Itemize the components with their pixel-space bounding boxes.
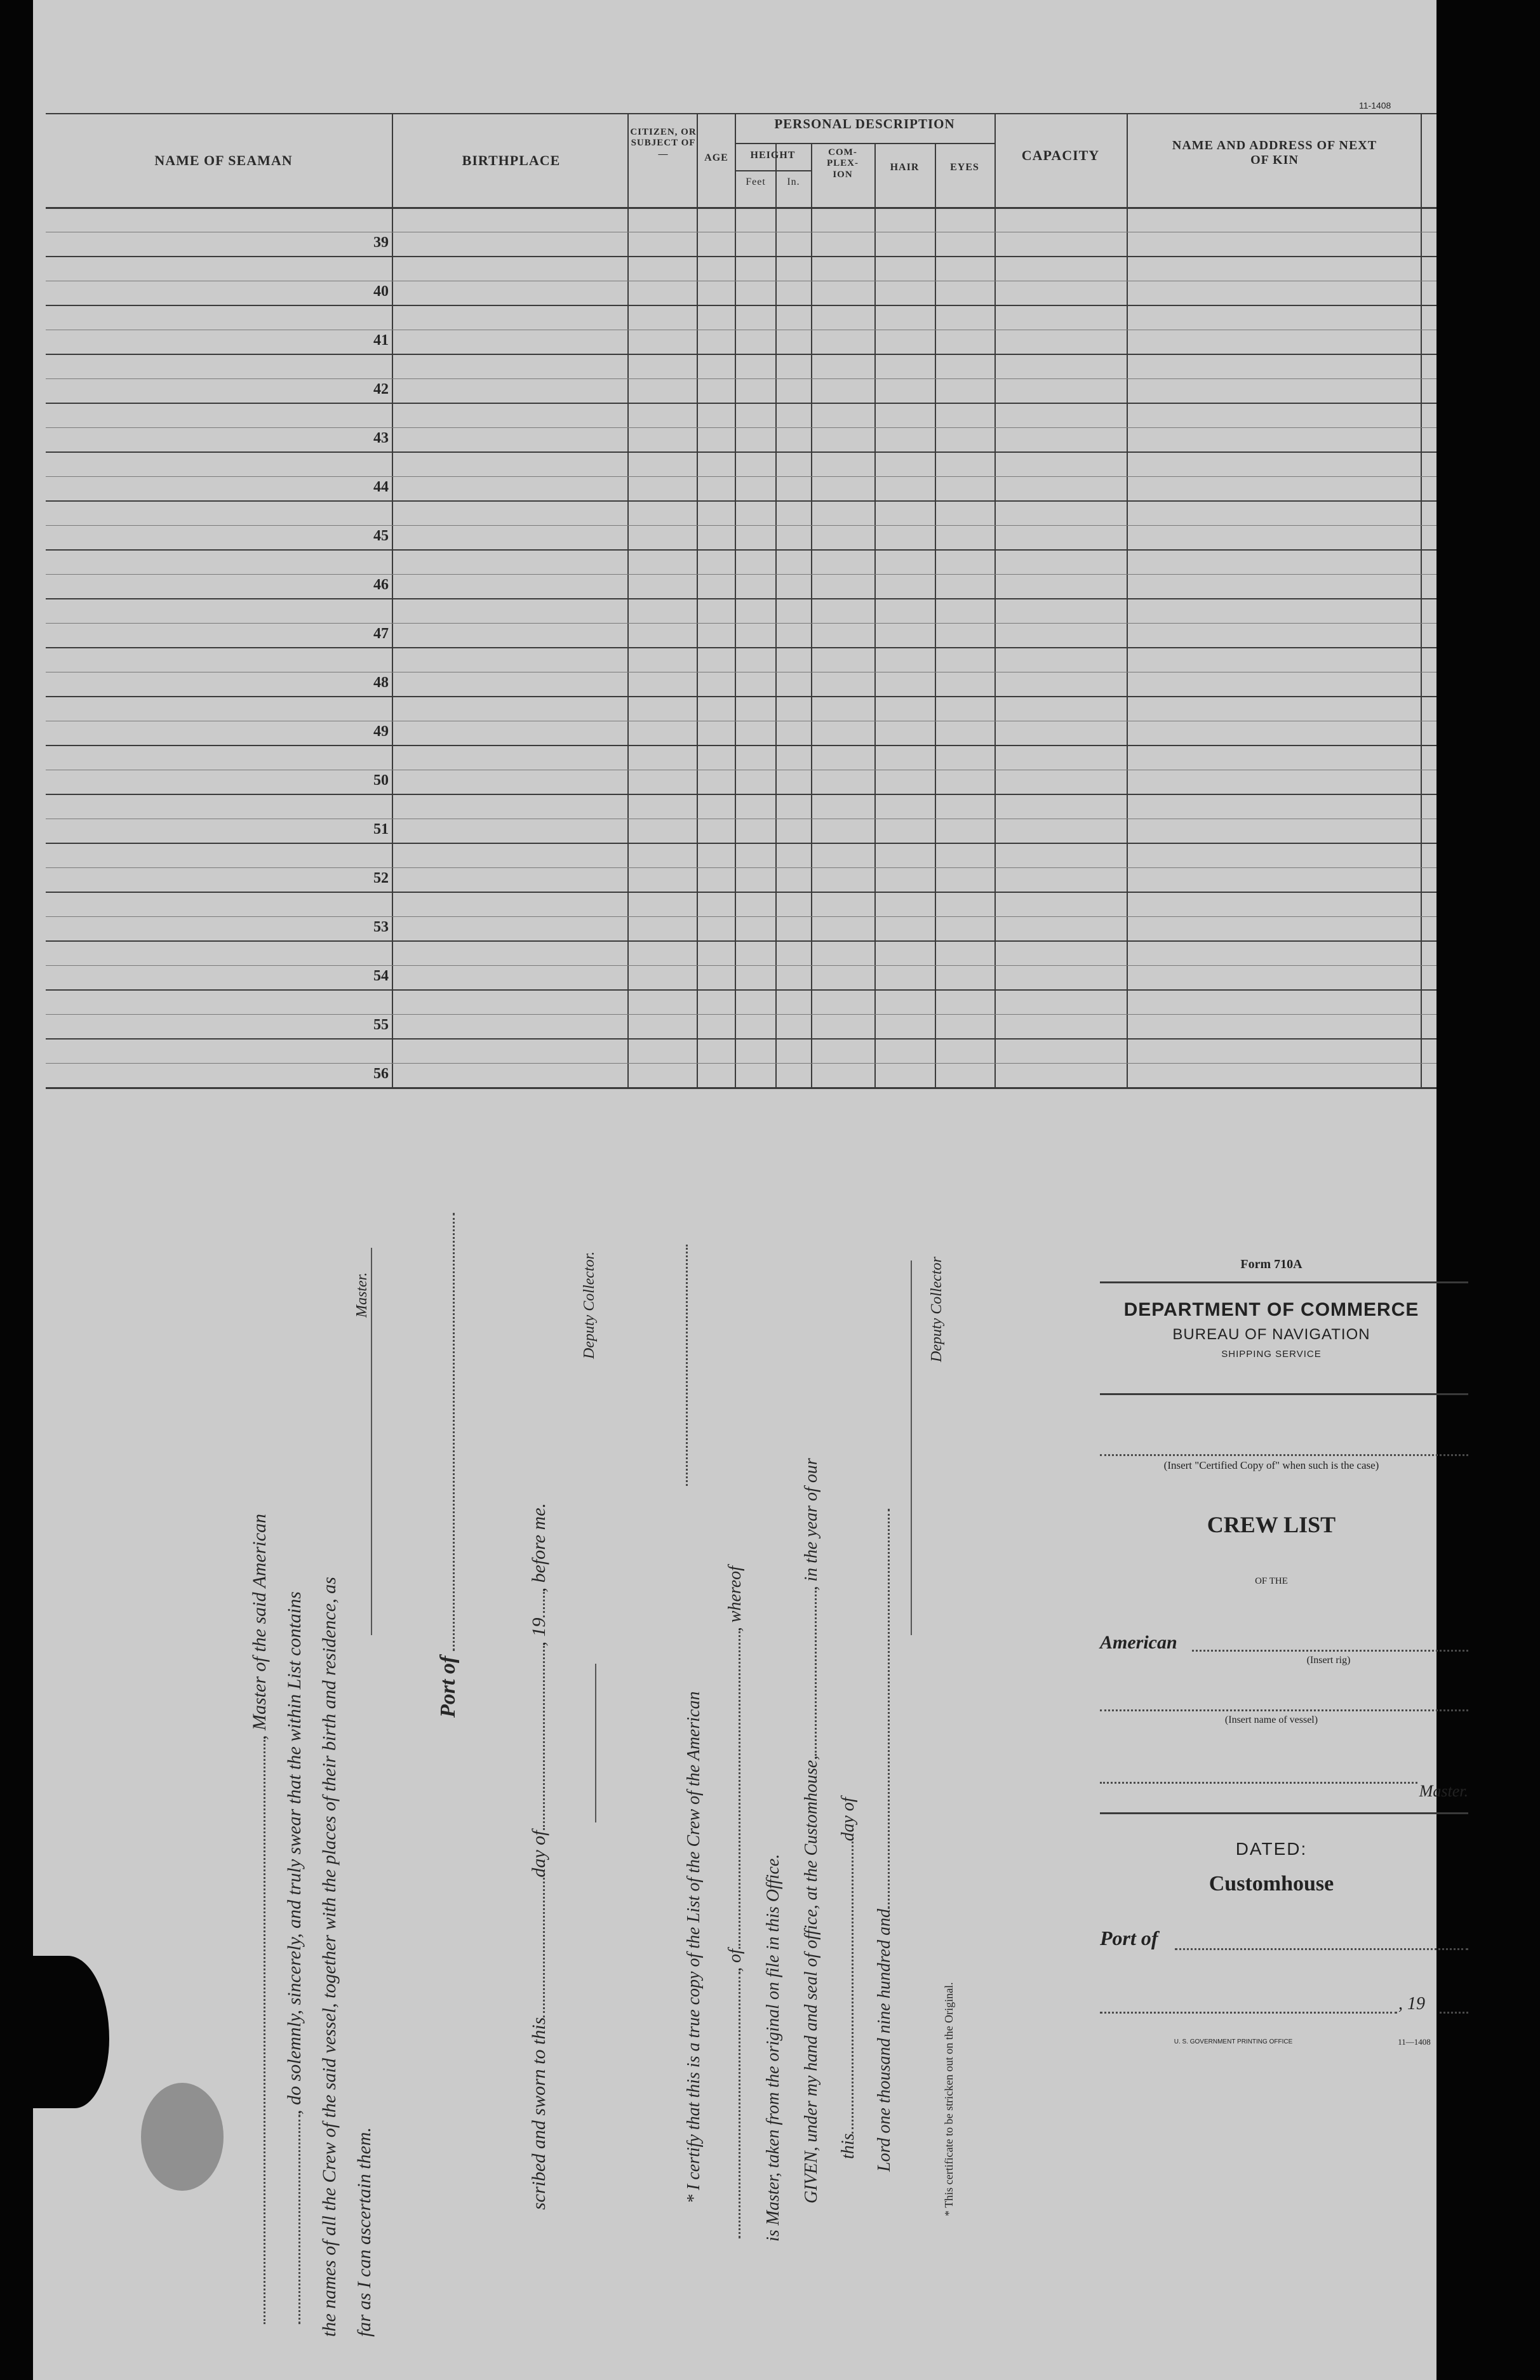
row-rule — [46, 696, 1436, 697]
col-divider-complexion — [874, 143, 876, 1087]
row-minor-rule — [46, 965, 1436, 966]
row-rule — [46, 451, 1436, 453]
port-of-label: Port of — [436, 1213, 460, 1718]
vessel-blank — [1100, 1709, 1468, 1711]
cover-form-code: 11—1408 — [1398, 2037, 1431, 2047]
cert-line-5: thisday of — [838, 1797, 858, 2159]
header-bottom-rule — [46, 207, 1436, 209]
master-label: Master. — [1419, 1782, 1468, 1800]
american-label: American — [1100, 1632, 1177, 1653]
date-blank — [1100, 2012, 1397, 2014]
row-number: 53 — [373, 919, 389, 935]
form-number: Form 710A — [1240, 1257, 1302, 1271]
insert-rig-note: (Insert rig) — [1306, 1655, 1351, 1666]
row-rule — [46, 354, 1436, 355]
torn-edge — [33, 1956, 109, 2108]
row-rule — [46, 549, 1436, 551]
row-number: 44 — [373, 479, 389, 495]
insert-vessel-note: (Insert name of vessel) — [1224, 1715, 1318, 1725]
of-the-label: OF THE — [1255, 1576, 1288, 1586]
subscribed-line: scribed and sworn to thisday of, 19, before me. — [528, 1502, 549, 2210]
row-number: 51 — [373, 821, 389, 838]
header-inches: In. — [787, 177, 800, 187]
crew-list-title: CREW LIST — [1207, 1512, 1336, 1537]
row-number: 39 — [373, 234, 389, 251]
row-rule — [46, 940, 1436, 942]
header-birthplace: BIRTHPLACE — [462, 152, 561, 168]
row-minor-rule — [46, 916, 1436, 917]
height-sub-rule — [735, 170, 811, 171]
oath-line-2: , do solemnly, sincerely, and truly swear that the within List contains — [284, 1591, 305, 2324]
row-rule — [46, 500, 1436, 502]
table-top-rule — [46, 113, 1436, 114]
row-minor-rule — [46, 378, 1436, 379]
row-rule — [46, 843, 1436, 844]
row-number: 49 — [373, 723, 389, 740]
row-minor-rule — [46, 1063, 1436, 1064]
row-rule — [46, 989, 1436, 991]
department-title: DEPARTMENT OF COMMERCE — [1123, 1299, 1419, 1320]
row-minor-rule — [46, 574, 1436, 575]
col-divider-inches — [811, 143, 812, 1087]
header-capacity: CAPACITY — [1021, 147, 1100, 163]
form-code-top: 11-1408 — [1359, 100, 1391, 110]
header-complexion: COM- PLEX- ION — [827, 147, 859, 180]
cover-rule-2 — [1100, 1393, 1468, 1395]
insert-certified-note: (Insert "Certified Copy of" when such is the case) — [1163, 1459, 1379, 1471]
row-number: 56 — [373, 1066, 389, 1082]
col-divider-feet — [775, 143, 777, 1087]
row-rule — [46, 1038, 1436, 1040]
table-bottom-rule — [46, 1087, 1436, 1089]
master-signature-label: Master. — [354, 1272, 370, 1318]
header-feet: Feet — [746, 177, 766, 187]
row-rule — [46, 794, 1436, 795]
rig-blank — [1192, 1650, 1468, 1652]
cover-top-rule — [1100, 1281, 1468, 1283]
row-rule — [46, 598, 1436, 599]
header-name-of-seaman: NAME OF SEAMAN — [154, 152, 293, 168]
stain-mark — [141, 2083, 224, 2191]
oath-line-4: far as I can ascertain them. — [354, 2127, 375, 2337]
master-signature-line — [371, 1248, 372, 1635]
row-minor-rule — [46, 623, 1436, 624]
row-number: 47 — [373, 625, 389, 642]
row-number: 40 — [373, 283, 389, 300]
row-number: 43 — [373, 430, 389, 446]
row-number: 45 — [373, 528, 389, 544]
row-number: 42 — [373, 381, 389, 398]
customhouse-label: Customhouse — [1209, 1872, 1334, 1895]
bureau-title: BUREAU OF NAVIGATION — [1172, 1326, 1370, 1343]
cert-line-4: GIVEN, under my hand and seal of office, at the Customhouse,, in the year of our — [801, 1458, 821, 2203]
row-number: 46 — [373, 577, 389, 593]
service-title: SHIPPING SERVICE — [1221, 1349, 1322, 1360]
certified-copy-blank — [1100, 1454, 1468, 1456]
row-number: 52 — [373, 870, 389, 886]
personal-desc-rule — [735, 143, 994, 144]
year-label: , 19 — [1398, 1994, 1425, 2014]
cert-line-6: Lord one thousand nine hundred and — [874, 1509, 895, 2172]
header-hair: HAIR — [890, 162, 920, 173]
row-number: 48 — [373, 674, 389, 691]
port-of-cover: Port of — [1100, 1927, 1158, 1949]
row-rule — [46, 745, 1436, 746]
cert-line-3: is Master, taken from the original on file in this Office. — [763, 1854, 783, 2242]
printer-mark: U. S. GOVERNMENT PRINTING OFFICE — [1174, 2038, 1293, 2045]
cert-line-1-blank — [686, 1245, 688, 1486]
row-number: 41 — [373, 332, 389, 349]
oath-line-3: the names of all the Crew of the said vessel, together with the places of their birth and residence, as — [319, 1577, 340, 2337]
row-rule — [46, 892, 1436, 893]
row-minor-rule — [46, 427, 1436, 428]
header-citizen: CITIZEN, OR SUBJECT OF— — [630, 127, 697, 159]
deputy-collector-label-2: Deputy Collector — [928, 1257, 945, 1362]
deputy-collector-label-1: Deputy Collector. — [581, 1251, 598, 1359]
deputy-signature-line-2 — [911, 1260, 912, 1635]
header-personal-description: PERSONAL DESCRIPTION — [774, 116, 955, 131]
header-height: HEIGHT — [750, 150, 796, 161]
header-eyes: EYES — [950, 162, 979, 173]
cert-line-2: , of, whereof — [725, 1566, 746, 2238]
master-blank — [1100, 1782, 1417, 1784]
cert-line-1: * I certify that this is a true copy of the List of the Crew of the American — [684, 1691, 704, 2203]
row-rule — [46, 647, 1436, 648]
cover-rule-3 — [1100, 1812, 1468, 1814]
row-rule — [46, 256, 1436, 257]
row-minor-rule — [46, 1014, 1436, 1015]
port-blank — [1175, 1948, 1468, 1950]
year-blank — [1440, 2012, 1468, 2014]
row-minor-rule — [46, 867, 1436, 868]
header-next-of-kin: NAME AND ADDRESS OF NEXT OF KIN — [1172, 138, 1377, 167]
row-minor-rule — [46, 476, 1436, 477]
row-number: 50 — [373, 772, 389, 789]
col-divider-hair — [935, 143, 936, 1087]
document-page — [33, 0, 1468, 2380]
row-minor-rule — [46, 525, 1436, 526]
oath-line-1: , Master of the said American — [249, 1514, 271, 2324]
collector-signature-line — [595, 1664, 596, 1822]
header-age: AGE — [704, 152, 728, 163]
row-number: 54 — [373, 968, 389, 984]
row-rule — [46, 305, 1436, 306]
certificate-footnote: * This certificate to be stricken out on the Original. — [942, 1982, 955, 2216]
row-number: 55 — [373, 1017, 389, 1033]
dated-label: DATED: — [1235, 1839, 1308, 1859]
row-rule — [46, 403, 1436, 404]
